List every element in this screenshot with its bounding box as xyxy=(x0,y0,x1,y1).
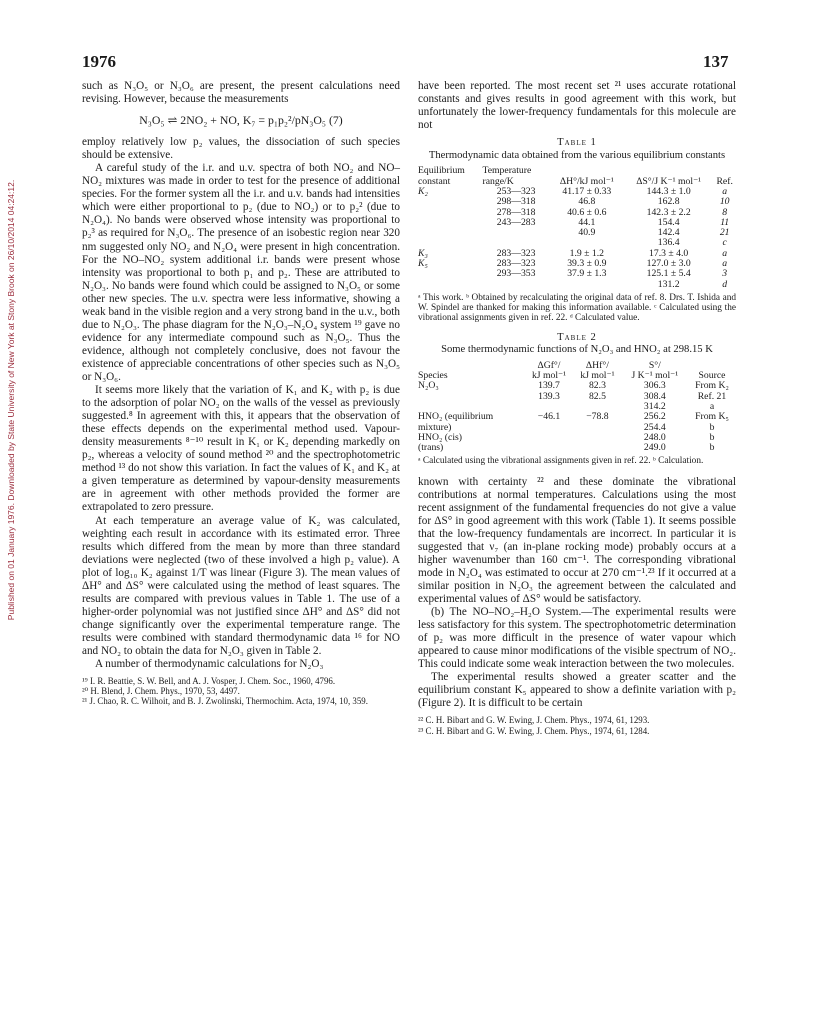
table-cell: (trans) xyxy=(418,442,444,454)
table-cell: a xyxy=(722,258,728,270)
table-cell: 283—323 xyxy=(496,247,536,259)
table-row xyxy=(418,269,736,279)
table-row xyxy=(418,187,736,197)
table-cell: a xyxy=(722,247,728,259)
footnote: ¹⁹ I. R. Beattie, S. W. Bell, and A. J. Vosper, J. Chem. Soc., 1960, 4796. xyxy=(82,676,336,687)
table-cell xyxy=(418,392,525,402)
table-cell: 11 xyxy=(720,216,730,228)
left-column xyxy=(82,80,400,707)
table-cell: From K₂ xyxy=(695,380,729,392)
table-row xyxy=(418,433,736,443)
table-cell xyxy=(482,280,549,290)
table-cell: 131.2 xyxy=(657,278,680,290)
table-cell: K₂ xyxy=(418,185,428,197)
table-row xyxy=(418,423,736,433)
table-header-cell: Equilibrium xyxy=(418,165,465,177)
table-cell: 41.17 ± 0.33 xyxy=(562,185,612,197)
table-cell xyxy=(550,280,624,290)
table-cell: 17.3 ± 4.0 xyxy=(649,247,689,259)
paragraph: The experimental results showed a greater scatter and the equilibrium constant K₅ appeared to show a definite variation with p₂ (Figure 2). It is difficult to be certain xyxy=(418,671,736,710)
table-cell xyxy=(573,423,621,433)
table-header-cell: ΔGf°/ xyxy=(537,359,561,371)
table-cell: 40.6 ± 0.6 xyxy=(567,206,607,218)
table-cell: 256.2 xyxy=(643,411,666,423)
table-header-cell: constant xyxy=(418,175,451,187)
table-cell: 142.3 ± 2.2 xyxy=(646,206,691,218)
table-cell: 127.0 ± 3.0 xyxy=(646,258,691,270)
table-cell: 40.9 xyxy=(578,227,596,239)
table-cell: 139.3 xyxy=(538,390,560,402)
header-year: 1976 xyxy=(82,52,116,71)
footnote: ²² C. H. Bibart and G. W. Ewing, J. Chem. Phys., 1974, 61, 1293. xyxy=(418,715,650,726)
table-cell: 314.2 xyxy=(643,400,666,412)
paragraph: employ relatively low p₂ values, the dissociation of such species should be extensive. xyxy=(82,136,400,162)
footnote: ²⁰ H. Blend, J. Chem. Phys., 1970, 53, 4497. xyxy=(82,686,240,697)
table-row xyxy=(418,412,736,422)
table-title: Some thermodynamic functions of N₂O₃ and HNO₂ at 298.15 K xyxy=(441,344,713,356)
table-cell: 44.1 xyxy=(578,216,596,228)
table-cell: 308.4 xyxy=(643,390,666,402)
table-header-cell: Temperature xyxy=(482,165,532,177)
table-cell: 139.7 xyxy=(538,380,560,392)
paragraph: have been reported. The most recent set ²¹ uses accurate rotational constants and gives results in good agreement with this work, but unfortunately the lower-frequency fundamentals for this molecule are not xyxy=(418,80,736,132)
table-title: Thermodynamic data obtained from the various equilibrium constants xyxy=(428,149,726,161)
table-label: Table 2 xyxy=(557,331,597,343)
table-cell: 10 xyxy=(719,196,730,208)
table-cell xyxy=(573,433,621,443)
paragraph: A careful study of the i.r. and u.v. spectra of both NO₂ and NO–NO₂ mixtures was made in order to test for the presence of additional species. For the former system all the i.r. and u.v. bands had intensities which were either proportional to p₂ (due to NO₂) or to p₂² (due to N₂O₄). No bands were observed whose intensity was proportional to p₂³ as required for N₃O₆. The presence of an isobestic region near 320 nm suggested only NO₂ and N₂O₄ were present in high concentration. For the NO–NO₂ system additional i.r. bands were present whose intensity was proportional to both p₁ and p₂. These are attributed to N₂O₃. No bands were found which could be assigned to N₃O₅ or some other new species. The u.v. spectra were less informative, showing a weak band in the visible region and a very strong band in the u.v., both due to N₂O₃. The phase diagram for the N₂O₃–N₂O₄ system ¹⁹ gave no evidence for any intermediate compound such as N₃O₅. Thus the evidence, although not completely conclusive, does not favour the existence of appreciable concentrations of other species such as N₃O₅ or N₃O₆. xyxy=(82,162,400,383)
table-header-cell: ΔHf°/ xyxy=(585,359,609,371)
table-cell: a xyxy=(722,185,728,197)
table-cell xyxy=(525,443,573,453)
table-cell: 144.3 ± 1.0 xyxy=(646,185,691,197)
footnotes xyxy=(418,715,736,735)
table-cell: 278—318 xyxy=(496,206,536,218)
table-row xyxy=(418,208,736,218)
table-cell: −46.1 xyxy=(537,411,561,423)
table-2-footnote: ᵃ Calculated using the vibrational assignments given in ref. 22. ᵇ Calculation. xyxy=(418,456,704,467)
table-cell: 82.3 xyxy=(588,380,606,392)
side-watermark xyxy=(4,120,18,680)
table-2 xyxy=(418,361,736,454)
table-cell: K₃ xyxy=(418,247,428,259)
table-cell: 21 xyxy=(719,227,730,239)
table-cell: b xyxy=(709,442,715,454)
table-cell xyxy=(418,218,482,228)
footnotes xyxy=(82,676,400,707)
table-cell xyxy=(418,208,482,218)
table-label: Table 1 xyxy=(557,137,597,149)
table-header-row xyxy=(418,361,736,371)
table-cell: 8 xyxy=(722,206,728,218)
table-cell: 154.4 xyxy=(657,216,680,228)
equation-7: N₃O₅ ⇌ 2NO₂ + NO, K₇ = p₁p₂²/pN₃O₅ (7) xyxy=(139,113,343,128)
table-row xyxy=(418,218,736,228)
table-cell: 306.3 xyxy=(643,380,666,392)
table-header-cell: kJ mol⁻¹ xyxy=(580,370,615,382)
table-cell xyxy=(418,269,482,279)
table-cell: b xyxy=(709,421,715,433)
table-cell: 82.5 xyxy=(588,390,606,402)
table-cell: HNO₂ (cis) xyxy=(418,431,463,443)
table-cell xyxy=(418,228,482,238)
table-1-footnote: ᵃ This work. ᵇ Obtained by recalculating the original data of ref. 8. Drs. T. Ishida and W. Spindel are thanked for making this information available. ᶜ Calculated using the vibrational assignments given in ref. 22. ᵈ Calculated value. xyxy=(418,292,736,324)
table-cell: 1.9 ± 1.2 xyxy=(569,247,605,259)
table-cell: 293—353 xyxy=(496,268,536,280)
table-1-caption xyxy=(418,137,736,162)
table-cell: a xyxy=(709,400,715,412)
paragraph: (b) The NO–NO₂–H₂O System.—The experimental results were less satisfactory for this system. The spectrophotometric determination of p₂ was more difficult in the presence of water vapour which appeared to cause minor modifications of the visible spectrum of NO₂. This could indicate some weak interaction between the two molecules. xyxy=(418,606,736,671)
table-header-cell: Species xyxy=(418,370,448,382)
table-cell: 125.1 ± 5.4 xyxy=(646,268,691,280)
table-cell xyxy=(418,197,482,207)
table-row xyxy=(418,443,736,453)
table-cell: HNO₂ (equilibrium xyxy=(418,411,494,423)
paragraph: A number of thermodynamic calculations for N₂O₃ xyxy=(95,658,324,671)
table-cell: c xyxy=(722,237,727,249)
table-1 xyxy=(418,166,736,290)
table-header-cell: range/K xyxy=(482,175,514,187)
table-header-cell: kJ mol⁻¹ xyxy=(531,370,567,382)
table-cell: b xyxy=(709,431,715,443)
table-cell: 254.4 xyxy=(643,421,666,433)
table-row xyxy=(418,392,736,402)
table-cell: 3 xyxy=(722,268,728,280)
table-cell xyxy=(525,433,573,443)
table-cell xyxy=(418,280,482,290)
table-cell xyxy=(573,443,621,453)
footnote: ²¹ J. Chao, R. C. Wilhoit, and B. J. Zwolinski, Thermochim. Acta, 1974, 10, 359. xyxy=(82,696,368,707)
table-header-cell: ΔS°/J K⁻¹ mol⁻¹ xyxy=(636,175,702,187)
table-cell: 253—323 xyxy=(496,185,536,197)
table-cell: 142.4 xyxy=(657,227,680,239)
table-cell xyxy=(525,423,573,433)
table-cell: mixture) xyxy=(418,421,452,433)
table-cell: 248.0 xyxy=(643,431,666,443)
table-header-cell: Ref. xyxy=(716,175,733,187)
download-notice: Published on 01 January 1976. Downloaded by State University of New York at Stony Brook on 26/10/2014 04:24:12. xyxy=(6,179,16,621)
table-header-cell: J K⁻¹ mol⁻¹ xyxy=(631,370,679,382)
footnote: ²³ C. H. Bibart and G. W. Ewing, J. Chem. Phys., 1974, 61, 1284. xyxy=(418,725,650,736)
table-2-caption xyxy=(418,332,736,357)
table-cell: 162.8 xyxy=(657,196,680,208)
table-header-cell: Source xyxy=(698,370,726,382)
table-cell: 283—323 xyxy=(496,258,536,270)
table-header-row xyxy=(418,371,736,381)
table-cell: 136.4 xyxy=(657,237,680,249)
table-cell: K₅ xyxy=(418,258,428,270)
paragraph: such as N₃O₅ or N₃O₆ are present, the present calculations need revising. However, because the measurements xyxy=(82,80,400,106)
table-cell xyxy=(482,228,549,238)
header-page-number: 137 xyxy=(703,52,729,71)
table-cell: 298—318 xyxy=(496,196,536,208)
table-cell: Ref. 21 xyxy=(697,390,727,402)
table-cell: d xyxy=(722,278,728,290)
table-cell: 37.9 ± 1.3 xyxy=(567,268,607,280)
table-cell: 243—283 xyxy=(496,216,536,228)
table-cell: 39.3 ± 0.9 xyxy=(567,258,607,270)
table-header-cell: ΔH°/kJ mol⁻¹ xyxy=(559,175,614,187)
table-cell: 46.8 xyxy=(578,196,596,208)
table-cell: 249.0 xyxy=(643,442,666,454)
right-column xyxy=(418,80,736,736)
paragraph: known with certainty ²² and these dominate the vibrational contributions at normal temperatures. Calculations using the most recent assignment of the fundamental frequencies do not give a value for ΔS° in good agreement with this work (Table 1). It seems possible that the low-frequency fundamentals are incorrect. In particular it is suggested that ν₇ (an in-plane rocking mode) probably occurs at a higher wavenumber than 160 cm⁻¹. The corresponding vibrational mode in N₂O₄ was estimated to occur at 270 cm⁻¹.²³ If it occurred at a similar position in N₂O₃ the agreement between the calculated and experimental values of ΔS° would be satisfactory. xyxy=(418,475,736,606)
table-row xyxy=(418,228,736,238)
paragraph: It seems more likely that the variation of K₁ and K₂ with p₂ is due to the adsorption of polar NO₂ on the walls of the vessel as previously suggested.⁸ In agreement with this, it appears that the observation of these effects depends on the experimental method used. Vapour-density measurements ⁸⁻¹⁰ result in K₁ or K₂ depending markedly on p₂, whereas a velocity of sound method ²⁰ and the spectrophotometric method ¹³ do not show this variation. In fact the values of K₁ and K₂ at a given temperature as determined by vapour-density measurements are in agreement with other methods provided the former are extrapolated to zero pressure. xyxy=(82,384,400,514)
table-header-cell: S°/ xyxy=(648,359,661,371)
paragraph: At each temperature an average value of K₂ was calculated, weighting each result in accordance with its estimated error. Three results which differed from the mean by more than three standard deviations were neglected (two of these involved a high p₂ value). A plot of log₁₀ K₂ against 1/T was linear (Figure 3). The mean values of ΔH° and ΔS° were calculated using the method of least squares. The results are compared with previous values in Table 1. The use of a higher-order polynomial was not justified since ΔH° and ΔS° did not change significantly over the experimental temperature range. The results were combined with standard thermodynamic data ¹⁶ for NO and NO₂ to obtain the data for N₂O₃ given in Table 2. xyxy=(82,514,400,657)
table-row xyxy=(418,280,736,290)
table-row xyxy=(418,381,736,391)
table-cell: From K₅ xyxy=(695,411,729,423)
table-cell: −78.8 xyxy=(586,411,609,423)
table-cell: N₂O₃ xyxy=(418,380,439,392)
